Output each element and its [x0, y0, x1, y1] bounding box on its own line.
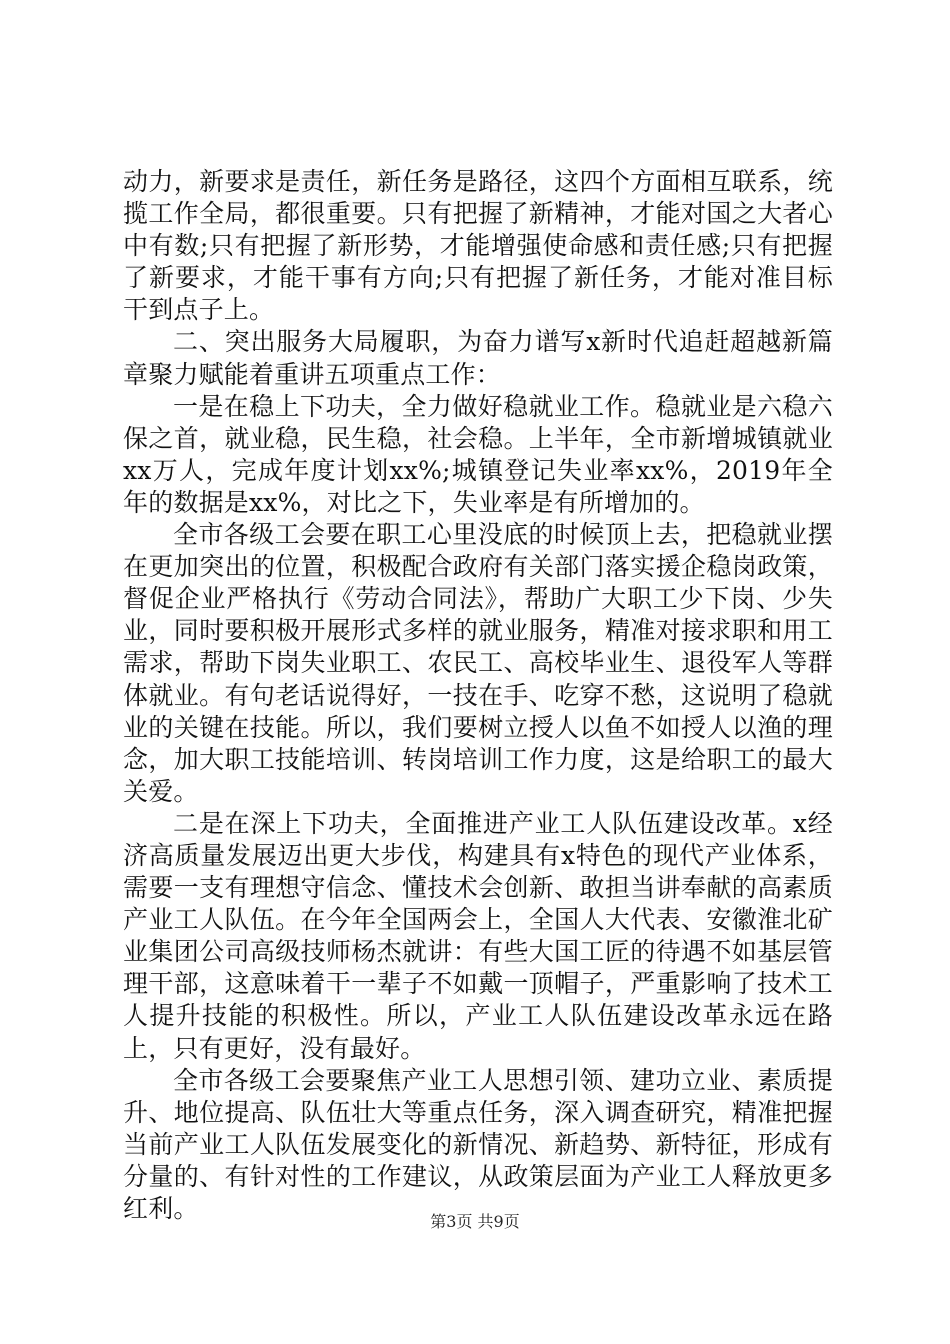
paragraph-section-heading: 二、突出服务大局履职，为奋力谱写x新时代追赶超越新篇章聚力赋能着重讲五项重点工作： [123, 327, 833, 389]
paragraph-union-industrial-workers: 全市各级工会要聚焦产业工人思想引领、建功立业、素质提升、地位提高、队伍壮大等重点任务，深入调查研究，精准把握当前产业工人队伍发展变化的新情况、新趋势、新特征，形成有分量的、有针对性的工作建议，从政策层面为产业工人释放更多红利。 [123, 1065, 833, 1223]
paragraph-union-employment: 全市各级工会要在职工心里没底的时候顶上去，把稳就业摆在更加突出的位置，积极配合政府有关部门落实援企稳岗政策，督促企业严格执行《劳动合同法》，帮助广大职工少下岗、少失业，同时要积极开展形式多样的就业服务，精准对接求职和用工需求，帮助下岗失业职工、农民工、高校毕业生、退役军人等群体就业。有句老话说得好，一技在手、吃穿不愁，这说明了稳就业的关键在技能。所以，我们要树立授人以鱼不如授人以渔的理念，加大职工技能培训、转岗培训工作力度，这是给职工的最大关爱。 [123, 520, 833, 806]
page-number-footer: 第3页 共9页 [430, 1212, 520, 1231]
paragraph-industrial-workers-point: 二是在深上下功夫，全面推进产业工人队伍建设改革。x经济高质量发展迈出更大步伐，构建具有x特色的现代产业体系，需要一支有理想守信念、懂技术会创新、敢担当讲奉献的高素质产业工人队伍。在今年全国两会上，全国人大代表、安徽淮北矿业集团公司高级技师杨杰就讲：有些大国工匠的待遇不如基层管理干部，这意味着干一辈子不如戴一顶帽子，严重影响了技术工人提升技能的积极性。所以，产业工人队伍建设改革永远在路上，只有更好，没有最好。 [123, 808, 833, 1063]
document-body [123, 166, 833, 1225]
paragraph-continuation: 动力，新要求是责任，新任务是路径，这四个方面相互联系，统揽工作全局，都很重要。只有把握了新精神，才能对国之大者心中有数;只有把握了新形势，才能增强使命感和责任感;只有把握了新要求，才能干事有方向;只有把握了新任务，才能对准目标干到点子上。 [123, 167, 833, 325]
paragraph-employment-point: 一是在稳上下功夫，全力做好稳就业工作。稳就业是六稳六保之首，就业稳，民生稳，社会稳。上半年，全市新增城镇就业xx万人，完成年度计划xx%;城镇登记失业率xx%，2019年全年的数据是xx%，对比之下，失业率是有所增加的。 [123, 391, 833, 517]
